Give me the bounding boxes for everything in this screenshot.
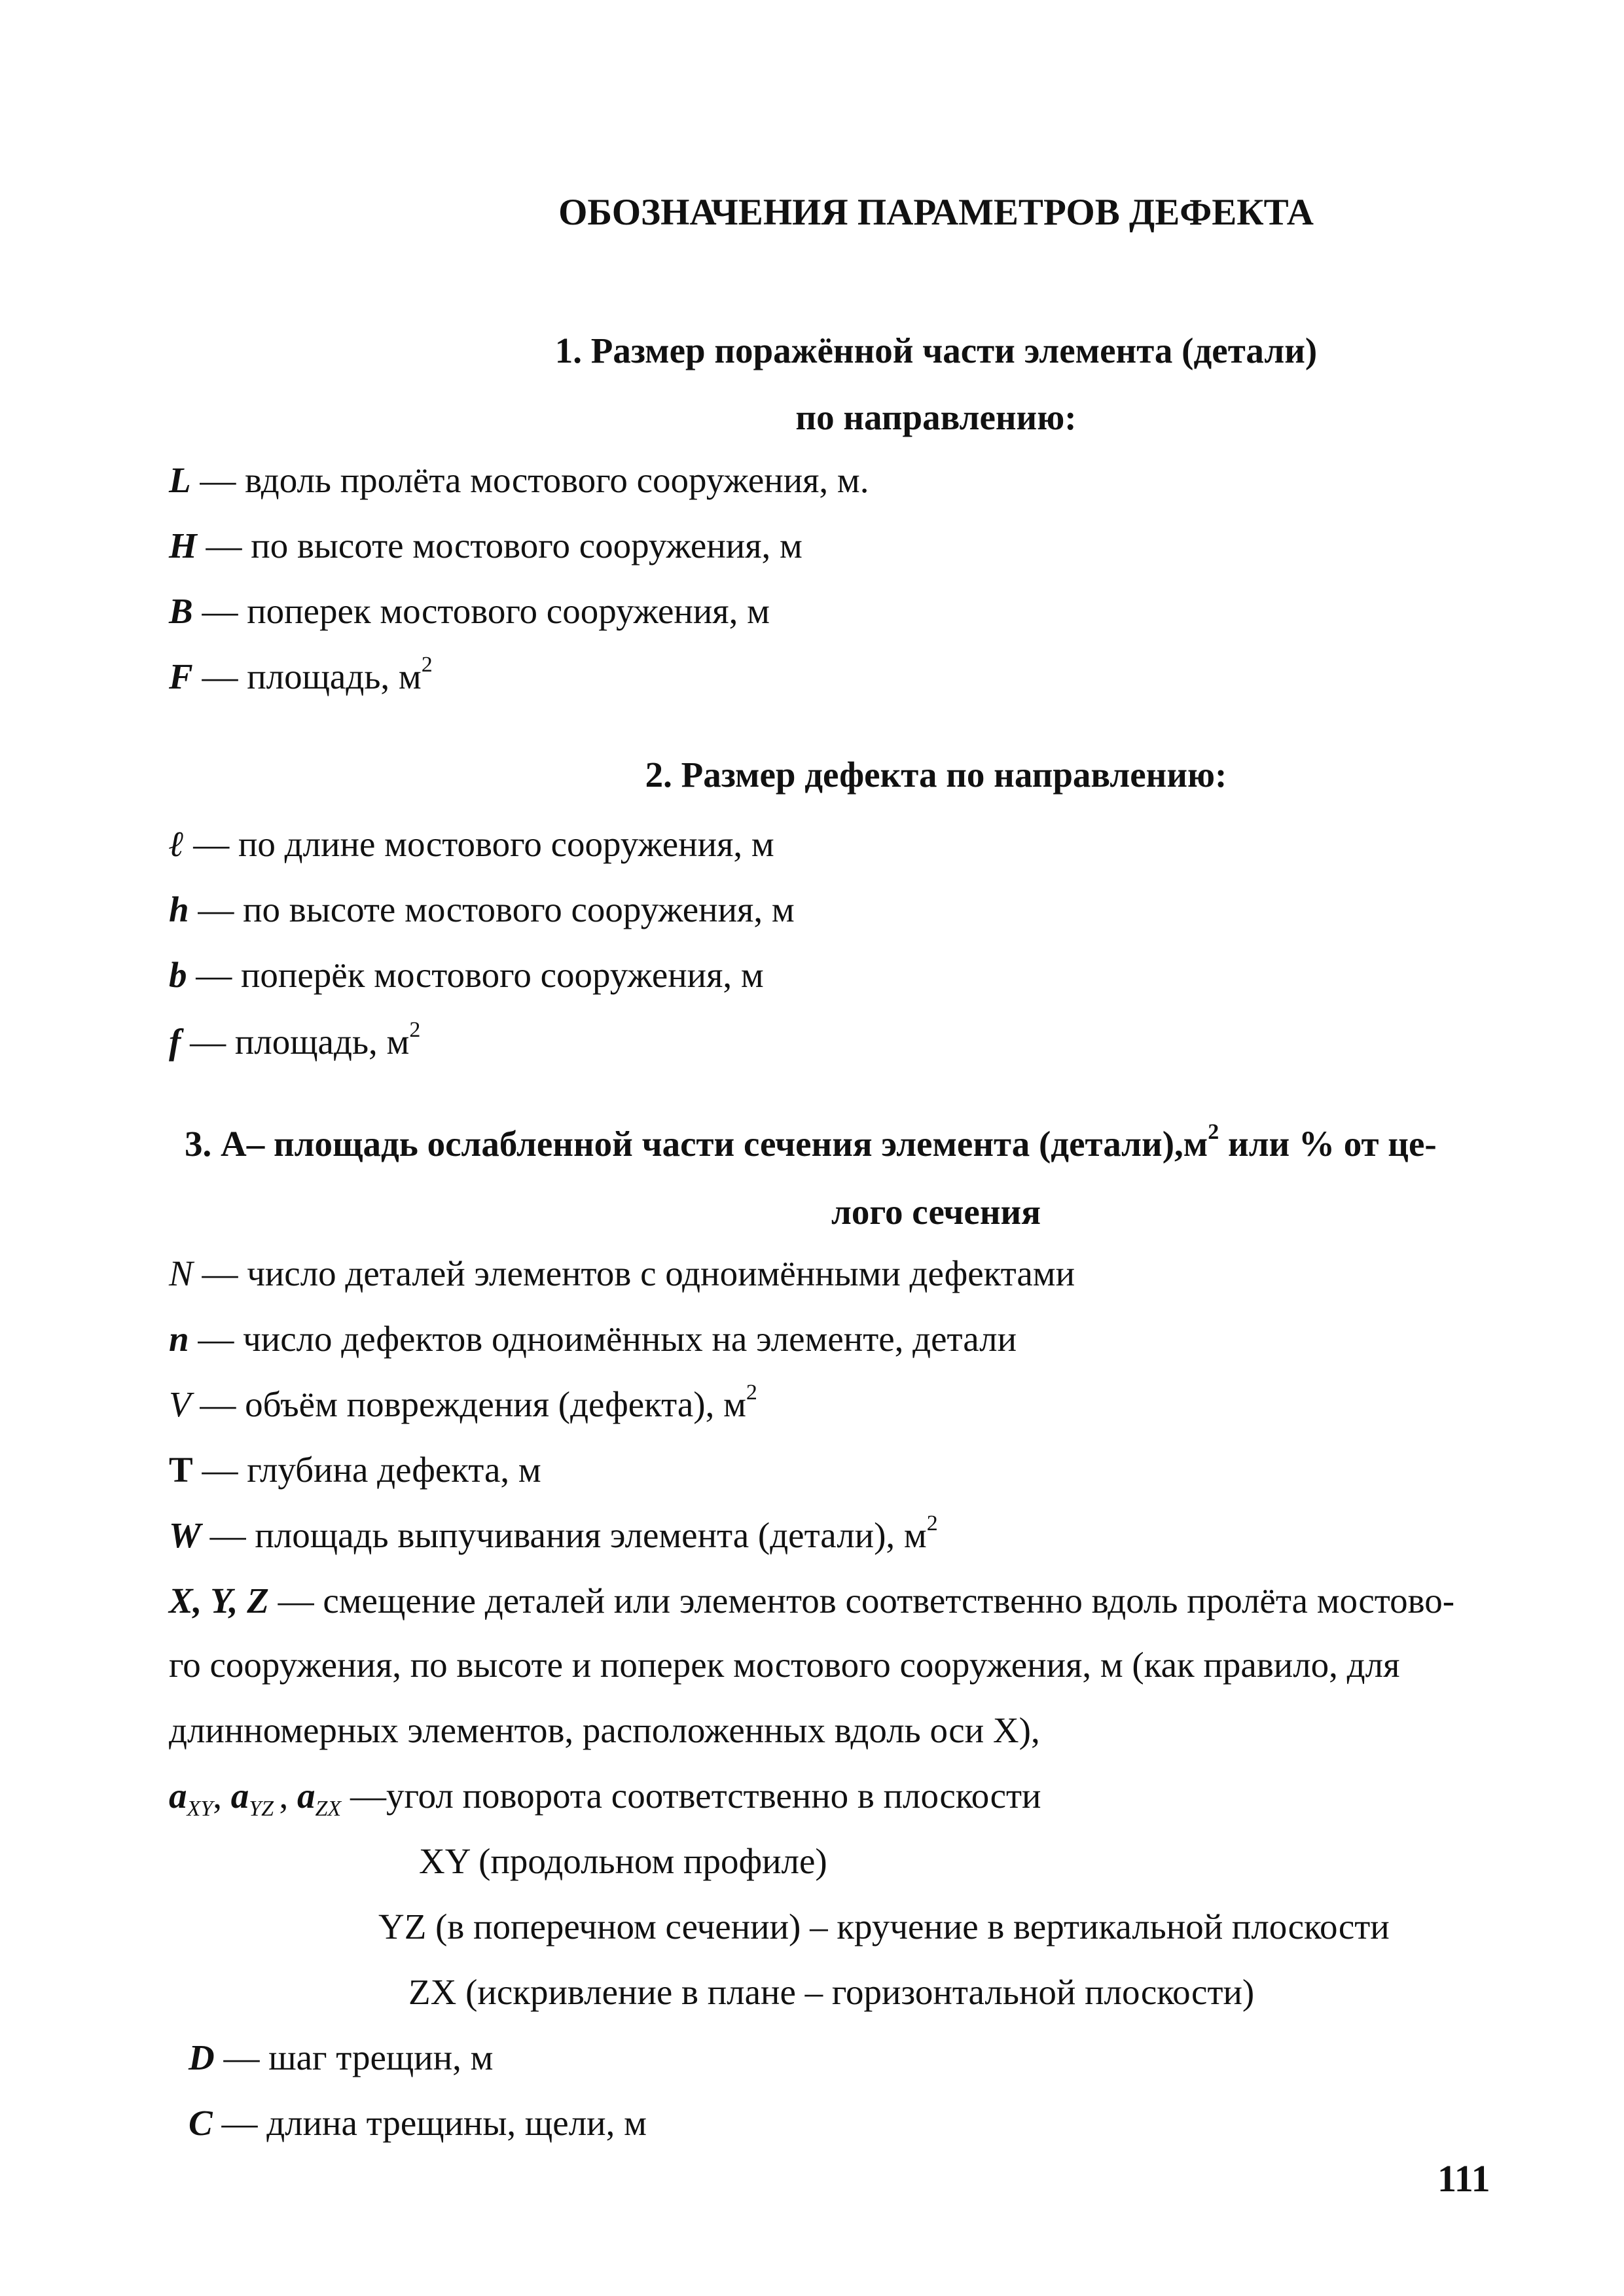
rotation-yz-line: YZ (в поперечном сечении) – кручение в вертикальной плоскости: [378, 1907, 1390, 1946]
symbol: V: [169, 1384, 191, 1424]
subscript-zx: ZX: [315, 1797, 342, 1821]
symbol: b: [169, 955, 187, 995]
list-item-B: [169, 593, 770, 629]
description: — шаг трещин, м: [214, 2037, 494, 2077]
description: — площадь, м: [192, 656, 422, 696]
description: — вдоль пролёта мостового сооружения, м.: [190, 460, 869, 500]
list-item-D: [189, 2039, 493, 2075]
symbol: h: [169, 889, 189, 929]
displacement-line3: длинномерных элементов, расположенных вдоль оси Х),: [169, 1710, 1040, 1750]
symbol: f: [169, 1022, 181, 1062]
symbol-a-yz: a: [230, 1776, 249, 1816]
rotation-xy-line: XY (продольном профиле): [419, 1841, 827, 1881]
description: — число деталей элементов с одноимёнными дефектами: [192, 1253, 1075, 1293]
symbol-a-xy: a: [169, 1776, 187, 1816]
section3-heading-line2: лого сечения: [831, 1192, 1041, 1232]
description: — площадь, м: [181, 1022, 410, 1062]
symbol: F: [169, 656, 193, 696]
symbol: W: [169, 1515, 201, 1555]
symbol: X, Y, Z: [169, 1581, 269, 1621]
symbol: T: [169, 1450, 193, 1490]
description: — поперёк мостового сооружения, м: [187, 955, 764, 995]
separator: ,: [213, 1776, 231, 1816]
description: — площадь выпучивания элемента (детали), м: [200, 1515, 927, 1555]
list-item-h: [169, 891, 795, 927]
description: — длина трещины, щели, м: [212, 2103, 647, 2143]
description: — по высоте мостового сооружения, м: [196, 526, 803, 565]
description: —угол поворота соответственно в плоскости: [341, 1776, 1041, 1816]
symbol: B: [169, 591, 193, 631]
list-item-f: [169, 1018, 421, 1062]
section3-heading-part2: или % от це-: [1219, 1124, 1437, 1164]
list-item-W: [169, 1511, 938, 1555]
description: — смещение деталей или элементов соответственно вдоль пролёта мостово-: [268, 1581, 1455, 1621]
list-item-H: [169, 528, 803, 564]
description: — объём повреждения (дефекта), м: [190, 1384, 746, 1424]
superscript: 2: [926, 1511, 938, 1535]
description: — поперек мостового сооружения, м: [192, 591, 770, 631]
displacement-line1: [169, 1583, 1454, 1619]
displacement-line2: го сооружения, по высоте и поперек мостового сооружения, м (как правило, для: [169, 1645, 1400, 1685]
superscript: 2: [746, 1380, 757, 1405]
section1-heading-line2: по направлению:: [795, 397, 1077, 437]
subscript-xy: XY: [187, 1797, 213, 1821]
list-item-V: [169, 1380, 757, 1424]
symbol: n: [169, 1319, 189, 1359]
section3-heading-line1: [185, 1120, 1437, 1164]
rotation-zx-line: ZX (искривление в плане – горизонтальной плоскости): [408, 1972, 1255, 2012]
list-item-n: [169, 1321, 1017, 1357]
superscript: 2: [409, 1018, 421, 1042]
symbol-a-zx: a: [297, 1776, 316, 1816]
description: — по высоте мостового сооружения, м: [189, 889, 795, 929]
superscript: 2: [421, 653, 433, 677]
list-item-T: [169, 1452, 541, 1488]
list-item-F: [169, 653, 433, 696]
page-number: 111: [1437, 2157, 1490, 2200]
separator: ,: [279, 1776, 298, 1816]
symbol: C: [189, 2103, 213, 2143]
list-item-L: [169, 462, 869, 498]
list-item-C: [189, 2105, 647, 2141]
list-item-N: [169, 1255, 1075, 1291]
symbol: D: [189, 2037, 215, 2077]
description: — по длине мостового сооружения, м: [184, 824, 774, 864]
list-item-b: [169, 957, 764, 993]
symbol: ℓ: [169, 824, 185, 864]
section1-heading-line1: 1. Размер поражённой части элемента (детали): [554, 331, 1318, 370]
subscript-yz: YZ: [249, 1797, 280, 1821]
page-title: ОБОЗНАЧЕНИЯ ПАРАМЕТРОВ ДЕФЕКТА: [558, 192, 1314, 233]
symbol: N: [169, 1253, 193, 1293]
section3-heading-part1: 3. А– площадь ослабленной части сечения элемента (детали),м: [185, 1124, 1208, 1164]
description: — число дефектов одноимённых на элементе, детали: [189, 1319, 1017, 1359]
section2-heading: 2. Размер дефекта по направлению:: [645, 755, 1227, 795]
symbol: H: [169, 526, 197, 565]
list-item-l: [169, 826, 774, 862]
rotation-line: [169, 1776, 1041, 1821]
superscript: 2: [1208, 1120, 1219, 1144]
description: — глубина дефекта, м: [192, 1450, 541, 1490]
symbol: L: [169, 460, 191, 500]
